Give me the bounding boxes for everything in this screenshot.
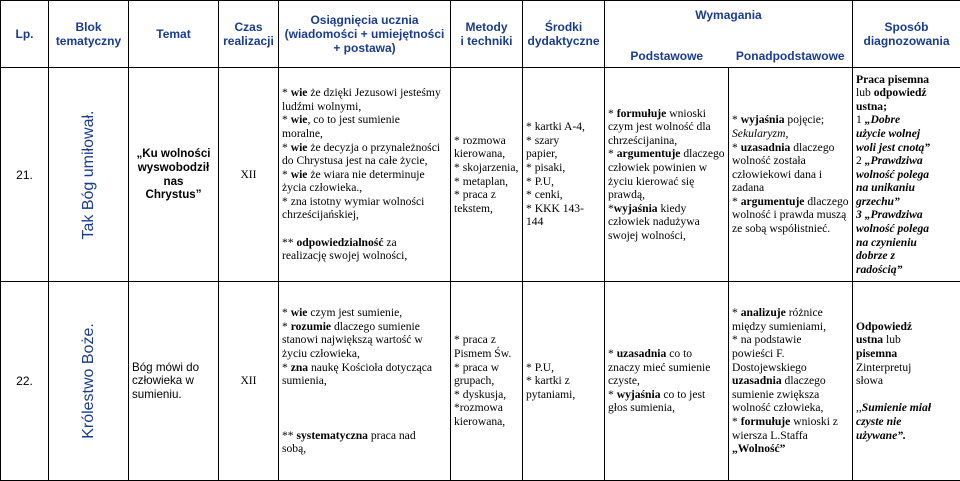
text-segment: wiersza L.Staffa [732,428,808,442]
text-segment: czyste, [608,374,640,388]
text-segment: Zinterpretuj [856,360,912,374]
text-segment: różnice [785,306,823,320]
text-line [856,333,957,347]
text-line: kierowana, [454,147,506,161]
text-segment: że decyzja o przynależności [307,140,441,154]
text-line: * kartki A-4, [526,120,585,134]
text-segment: za [383,235,397,249]
text-line [608,147,725,161]
text-segment: czym jest sumienie, [307,306,403,320]
text-segment: znaczy mieć sumienie [608,360,711,374]
text-segment: ze sobą współistnieć. [732,222,831,236]
text-segment: ustna [856,333,884,347]
text-segment: życia człowieka., [282,181,363,195]
text-line: * P.U, [526,360,555,374]
header-srodki: Środki dydaktyczne [523,1,605,68]
text-segment: * [608,147,617,161]
text-segment: wolność człowieka, [732,401,824,415]
text-line [282,415,447,429]
text-line [282,249,447,263]
text-segment: wie [290,113,308,127]
text-line: * praca z [454,188,496,202]
table-row [1,282,960,481]
text-line [732,154,849,168]
text-segment: sumienia, [282,374,327,388]
text-segment: woli jest cnotą” [856,140,931,154]
text-line [608,361,725,375]
text-line [282,208,447,222]
row-lp: 21. [1,68,49,282]
text-line: * cenki, [526,188,563,202]
text-segment: lub [856,86,874,100]
text-segment: analizuje [740,306,786,320]
text-segment: człowiek nadużywa [608,215,700,229]
text-segment [282,388,285,401]
text-segment: * [732,140,741,154]
text-line: * praca z [454,333,496,347]
text-segment: życiu kierować się [608,174,695,188]
text-segment: wyjaśnia [740,113,785,127]
text-line [282,333,447,347]
text-line [732,113,849,127]
text-segment: odpowiedzialność [296,235,384,249]
text-line [856,73,957,87]
text-line [732,320,849,334]
text-segment: * [282,167,291,181]
text-segment: * [282,319,291,333]
row-blok [49,68,129,282]
text-segment: chrześcijańskiej, [282,208,359,222]
text-segment: życiu człowieka, [282,347,360,361]
text-line: grupach, [454,374,495,388]
text-line [856,168,957,182]
text-segment: moralne, [282,126,323,140]
text-line [856,141,957,155]
row-srodki [523,68,605,282]
text-line [608,134,725,148]
text-segment: ,, [856,401,862,415]
text-line [856,374,957,388]
text-segment: ustna; [856,99,887,113]
text-segment: Praca pisemna [856,72,930,86]
text-segment: Sumienie miał [861,401,932,415]
text-segment: stanowi największą wartość w [282,333,423,347]
text-line [856,236,957,250]
text-line: Chrystus” [145,188,202,202]
text-line [608,120,725,134]
text-line: * szary [526,133,560,147]
row-czas: XII [219,68,279,282]
text-line: wyswobodził nas [137,160,210,188]
text-segment: formułuje [616,106,667,120]
row-blok-text: Tak Bóg umiłował. [79,110,97,239]
text-segment: 1 [856,113,865,127]
text-segment: * [608,387,617,401]
text-segment: wolność polega [856,222,930,236]
header-sposob: Sposób diagnozowania [853,1,960,68]
text-segment: prawdą, [608,188,646,202]
text-segment: pojęcie; [784,113,825,127]
text-line: * KKK 143- [526,201,584,215]
text-segment: * na podstawie [732,333,802,347]
text-segment: swojej wolności, [608,228,686,242]
text-line [608,202,725,216]
table-row [1,68,960,282]
text-line: * skojarzenia, [454,160,519,174]
text-line [856,208,957,222]
row-blok [49,282,129,481]
text-line [282,361,447,375]
text-segment: wie [290,167,308,181]
text-line [282,141,447,155]
text-segment: * [282,140,291,154]
text-line [856,401,957,415]
text-segment: radością” [856,262,903,276]
text-segment: Dostojewskiego [732,360,807,374]
text-line [732,401,849,415]
text-segment: wnioski [666,106,706,120]
row-podstawowe [605,68,729,282]
text-segment: dlaczego [680,147,725,161]
text-segment: Odpowiedź [856,319,913,333]
text-segment: wnioski z [790,414,838,428]
text-line [856,347,957,361]
text-segment: * [732,194,741,208]
text-segment: użycie wolnej [856,126,921,140]
text-line: Bóg mówi do [132,360,200,374]
text-line [732,141,849,155]
text-line [732,429,849,443]
text-line [608,229,725,243]
header-ponadpodstawowe: Ponadpodstawowe [735,49,845,63]
text-segment: dlaczego sumienie [331,319,420,333]
header-osiagniecia: Osiągnięcia ucznia (wiadomości + umiejętności + postawa) [279,1,451,68]
text-segment: 3 „Prawdziwa [856,208,923,222]
text-line [856,100,957,114]
row-sposob [853,282,960,481]
text-segment [282,401,285,414]
text-segment: słowa [856,374,884,388]
text-segment: rozumie [290,319,332,333]
text-segment: praca nad [367,428,416,442]
text-segment: „Dobre [864,113,901,127]
text-line [732,374,849,388]
text-line [732,181,849,195]
text-line [732,195,849,209]
text-line: * pisaki, [526,160,566,174]
header-metody: Metody i techniki [451,1,523,68]
row-temat [129,68,219,282]
text-segment [282,222,285,235]
text-line [608,188,725,202]
text-segment: * [282,306,291,320]
text-segment: człowiek powinien w [608,160,708,174]
text-segment: wie [290,140,308,154]
text-line [856,388,957,402]
text-line [282,181,447,195]
header-blok: Blok tematyczny [49,1,129,68]
text-segment: co to [666,347,693,361]
text-line [732,347,849,361]
text-segment: czym jest wolność dla [608,120,711,134]
text-line [732,222,849,236]
text-segment: ** [282,428,297,442]
text-segment: * [608,347,617,361]
text-line: * rozmowa [454,133,506,147]
text-segment: „Wolność” [732,442,786,456]
text-line [282,374,447,388]
text-segment: * [732,414,741,428]
text-line [608,374,725,388]
text-segment: dobrze z [856,249,895,263]
text-line [732,168,849,182]
text-line: 144 [526,215,544,229]
text-segment [856,388,859,401]
row-ponadpodstawowe [729,68,853,282]
text-segment: * [732,306,741,320]
text-line [732,333,849,347]
text-segment: * zna istotny wymiar wolności [282,194,425,208]
text-segment: , co to jest sumienie [307,113,400,127]
header-temat: Temat [129,1,219,68]
text-segment: ludźmi wolnymi, [282,99,362,113]
text-segment: do Chrystusa jest na całe życie, [282,154,428,168]
text-segment: * [732,113,741,127]
text-segment: * [608,106,617,120]
text-line [282,86,447,100]
text-segment: wolność została [732,154,806,168]
text-line [732,415,849,429]
text-line [856,249,957,263]
text-line [856,195,957,209]
text-line [282,347,447,361]
row-czas: XII [219,282,279,481]
text-segment: uzasadnia [740,140,791,154]
text-line: * praca w [454,360,500,374]
text-line: człowieka w [132,374,194,388]
text-segment: wyjaśnia [616,387,661,401]
text-segment: * [282,86,291,100]
text-segment: powieści F. [732,347,785,361]
text-line [282,100,447,114]
text-line [856,429,957,443]
text-segment: uzasadnia [732,374,782,388]
text-line [732,306,849,320]
text-segment: realizację swojej wolności, [282,249,408,263]
text-line [608,175,725,189]
text-line: „Ku wolności [136,147,211,161]
text-line: * kartki z [526,374,570,388]
text-line: kierowana, [454,414,506,428]
row-temat [129,282,219,481]
row-srodki [523,282,605,481]
text-line [856,263,957,277]
text-line [856,181,957,195]
row-blok-text: Królestwo Boże. [79,323,97,439]
header-wymagania-title: Wymagania [695,8,762,22]
text-line [608,401,725,415]
row-osiagniecia [279,68,451,282]
text-segment: grzechu” [856,194,900,208]
text-line: sumieniu. [132,387,182,401]
header-lp: Lp. [1,1,49,68]
text-line [856,154,957,168]
text-line: * metaplan, [454,174,509,188]
text-segment: wolność polega [856,167,930,181]
text-line [732,208,849,222]
text-line [608,161,725,175]
text-segment: ** [282,235,297,249]
text-segment: naukę Kościoła dotycząca [308,360,433,374]
text-segment: używane”. [856,428,906,442]
text-segment: „Prawdziwa [864,154,923,168]
text-segment [282,415,285,428]
text-line [608,388,725,402]
header-row [1,1,960,68]
text-segment: chrześcijanina, [608,133,678,147]
text-line [732,442,849,456]
header-wymagania [605,1,853,68]
text-line: tekstem, [454,201,493,215]
text-segment: głos sumienia, [608,401,675,415]
text-segment: sobą, [282,442,307,456]
text-line [282,442,447,456]
text-line: papier, [526,147,558,161]
text-line [856,361,957,375]
text-line [282,306,447,320]
row-ponadpodstawowe [729,282,853,481]
text-segment: systematyczna [296,428,368,442]
text-line [282,195,447,209]
text-line: Pismem Św. [454,347,512,361]
text-segment: pisemna [856,347,898,361]
row-metody [451,282,523,481]
text-segment: odpowiedź [873,86,927,100]
row-sposob [853,68,960,282]
text-line [856,113,957,127]
text-segment: argumentuje [616,147,681,161]
text-line [608,215,725,229]
text-segment: wyjaśnia [613,201,658,215]
text-line [282,154,447,168]
text-segment: między sumieniami, [732,319,827,333]
text-line [282,388,447,402]
text-line [732,361,849,375]
text-segment: zadana [732,181,765,195]
text-line [856,86,957,100]
text-segment: czyste nie [856,414,902,428]
text-line [608,347,725,361]
text-segment: kiedy [657,201,687,215]
text-line [282,429,447,443]
text-segment: dlaczego [804,194,849,208]
text-segment: 2 [856,154,865,168]
text-line [856,222,957,236]
text-line [856,320,957,334]
text-line: *rozmowa [454,401,503,415]
text-line [608,107,725,121]
text-line: * dyskusja, [454,387,507,401]
text-segment: argumentuje [740,194,805,208]
row-podstawowe [605,282,729,481]
text-segment: sumienie zwiększa [732,387,820,401]
text-segment: Sekularyzm, [732,126,789,140]
text-line [282,127,447,141]
text-segment: wie [290,86,308,100]
text-segment: lub [883,333,901,347]
text-line [282,113,447,127]
text-line [856,415,957,429]
text-segment: zna [290,360,309,374]
text-segment: formułuje [740,414,791,428]
row-metody [451,68,523,282]
text-segment: * [282,113,291,127]
text-line: pytaniami, [526,387,576,401]
text-line [282,236,447,250]
text-segment: * [282,360,291,374]
text-segment: co to jest [660,387,706,401]
text-segment: dlaczego [790,140,835,154]
text-segment: * [608,201,614,215]
text-segment: wolność i prawda muszą [732,208,847,222]
text-segment: na unikaniu [856,181,915,195]
text-segment: uzasadnia [616,347,667,361]
text-line [282,168,447,182]
row-osiagniecia [279,282,451,481]
text-segment: że wiara nie determinuje [307,167,425,181]
text-line [282,222,447,236]
text-line [732,388,849,402]
text-segment: że dzięki Jezusowi jesteśmy [307,86,441,100]
text-segment: człowiekowi dana i [732,167,823,181]
text-line [282,320,447,334]
text-line [732,127,849,141]
text-segment: dlaczego [781,374,826,388]
row-lp: 22. [1,282,49,481]
header-podstawowe: Podstawowe [630,49,704,63]
text-line: * P.U, [526,174,555,188]
text-segment: na czynieniu [856,235,917,249]
header-czas: Czas realizacji [219,1,279,68]
text-line [856,127,957,141]
text-line [282,401,447,415]
text-segment: wie [290,306,308,320]
